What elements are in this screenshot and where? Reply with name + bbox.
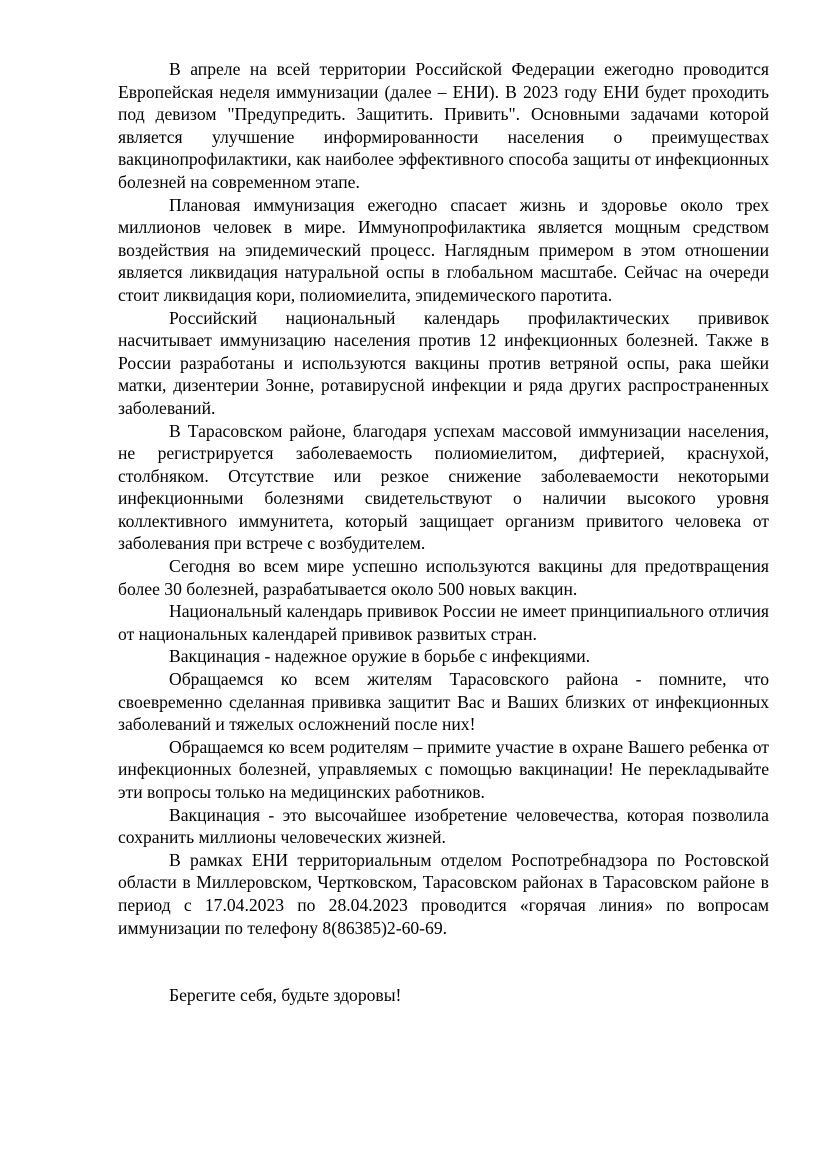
closing-line: Берегите себя, будьте здоровы!	[169, 985, 402, 1006]
paragraph-hotline: В рамках ЕНИ территориальным отделом Роспотребнадзора по Ростовской области в Миллеровском, Чертковском, Тарасовском районах в Тарасовском районе в период с 17.04.2023 по 28.04.2023 проводится «горячая линия» по вопросам иммунизации по телефону 8(86385)2‑60‑69.	[118, 849, 769, 938]
paragraph-tarasovsky-district: В Тарасовском районе, благодаря успехам массовой иммунизации населения, не регистрируется заболеваемость полиомиелитом, дифтерией, краснухой, столбняком. Отсутствие или резкое снижение заболеваемости некоторыми инфекционными болезнями свидетельствуют о наличии высокого уровня коллективного иммунитета, который защищает организм привитого человека от заболевания при встрече с возбудителем.	[118, 420, 769, 554]
paragraph-planned-immunization: Плановая иммунизация ежегодно спасает жизнь и здоровье около трех миллионов человек в мире. Иммунопрофилактика является мощным средством воздействия на эпидемический процесс. Наглядным примером в этом отношении является ликвидация натуральной оспы в глобальном масштабе. Сейчас на очереди стоит ликвидация кори, полиомиелита, эпидемического паротита.	[118, 194, 769, 305]
paragraph-eni-intro: В апреле на всей территории Российской Федерации ежегодно проводится Европейская неделя иммунизации (далее – ЕНИ). В 2023 году ЕНИ будет проходить под девизом "Предупредить. Защитить. Привить". Основными задачами которой является улучшение информированности населения о преимуществах вакцинопрофилактики, как наиболее эффективного способа защиты от инфекционных болезней на современном этапе.	[118, 59, 769, 192]
paragraph-national-calendar: Российский национальный календарь профилактических прививок насчитывает иммунизацию населения против 12 инфекционных болезней. Также в России разработаны и используются вакцины против ветряной оспы, рака шейки матки, дизентерии Зонне, ротавирусной инфекции и ряда других распространенных заболеваний.	[118, 307, 769, 418]
paragraph-vaccination-invention: Вакцинация ‑ это высочайшее изобретение человечества, которая позволила сохранить миллионы человеческих жизней.	[118, 804, 769, 848]
paragraph-world-vaccines: Сегодня во всем мире успешно используются вакцины для предотвращения более 30 болезней, разрабатывается около 500 новых вакцин.	[118, 556, 769, 599]
document-page	[118, 58, 769, 1007]
spacer	[118, 939, 769, 984]
paragraph-appeal-residents: Обращаемся ко всем жителям Тарасовского района ‑ помните, что своевременно сделанная прививка защитит Вас и Ваших близких от инфекционных заболеваний и тяжелых осложнений после них!	[118, 669, 769, 735]
paragraph-appeal-parents: Обращаемся ко всем родителям – примите участие в охране Вашего ребенка от инфекционных болезней, управляемых с помощью вакцинации! Не перекладывайте эти вопросы только на медицинских работников.	[118, 736, 769, 802]
paragraph-calendar-comparison: Национальный календарь прививок России не имеет принципиального отличия от национальных календарей прививок развитых стран.	[118, 601, 769, 644]
paragraph-vaccination-weapon: Вакцинация ‑ надежное оружие в борьбе с инфекциями.	[169, 646, 591, 667]
